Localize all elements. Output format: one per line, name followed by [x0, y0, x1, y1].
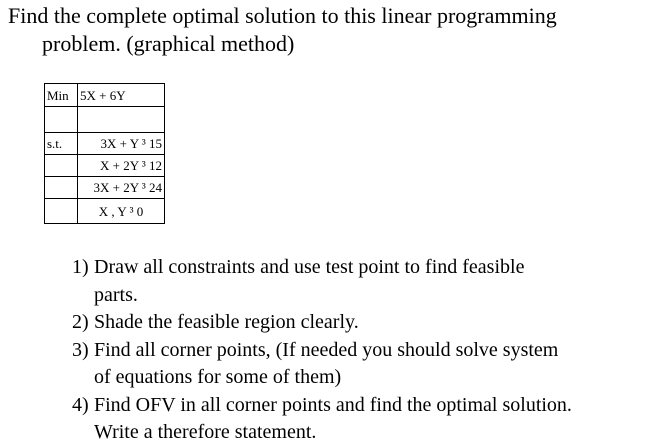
constraint-row: [45, 177, 165, 199]
instruction-text-line: Write a therefore statement.: [94, 421, 317, 443]
instruction-text-line: parts.: [94, 283, 138, 306]
instruction-text-line: Find all corner points, (If needed you should solve system: [94, 338, 559, 361]
objective-expression: 5X + 6Y: [78, 84, 165, 107]
instruction-text-line: Shade the feasible region clearly.: [94, 311, 359, 333]
empty-label-cell: [45, 199, 78, 224]
lp-model-table: [44, 83, 165, 224]
constraint-row: [45, 133, 165, 155]
table-spacer-row: [45, 107, 165, 133]
constraint-expression: 3X + 2Y ³ 24: [78, 177, 165, 199]
constraint-expression: 3X + Y ³ 15: [78, 133, 165, 155]
instruction-text-line: of equations for some of them): [94, 366, 342, 388]
question-heading-line-2: problem. (graphical method): [42, 31, 295, 56]
instruction-text-line: Draw all constraints and use test point to find feasible: [94, 256, 525, 278]
instruction-number: 3): [72, 338, 89, 361]
nonnegativity-row: [45, 199, 165, 224]
instruction-item: [72, 254, 572, 309]
instruction-number: 2): [72, 311, 89, 333]
spacer-cell: [45, 107, 78, 133]
objective-row: [45, 84, 165, 107]
instruction-item: [72, 309, 572, 337]
constraint-expression: X + 2Y ³ 12: [78, 155, 165, 177]
empty-label-cell: [45, 177, 78, 199]
empty-label-cell: [45, 155, 78, 177]
constraints-label: s.t.: [45, 133, 78, 155]
instruction-item: [72, 392, 572, 447]
instruction-list: [72, 254, 572, 447]
instruction-item: [72, 337, 572, 392]
instruction-number: 4): [72, 393, 89, 416]
question-heading-line-1: Find the complete optimal solution to this linear programming: [8, 3, 557, 28]
nonnegativity-expression: X , Y ³ 0: [78, 199, 165, 224]
instruction-number: 1): [72, 256, 89, 278]
instruction-text-line: Find OFV in all corner points and find the optimal solution.: [94, 393, 572, 416]
objective-label: Min: [45, 84, 78, 107]
spacer-cell: [78, 107, 165, 133]
constraint-row: [45, 155, 165, 177]
